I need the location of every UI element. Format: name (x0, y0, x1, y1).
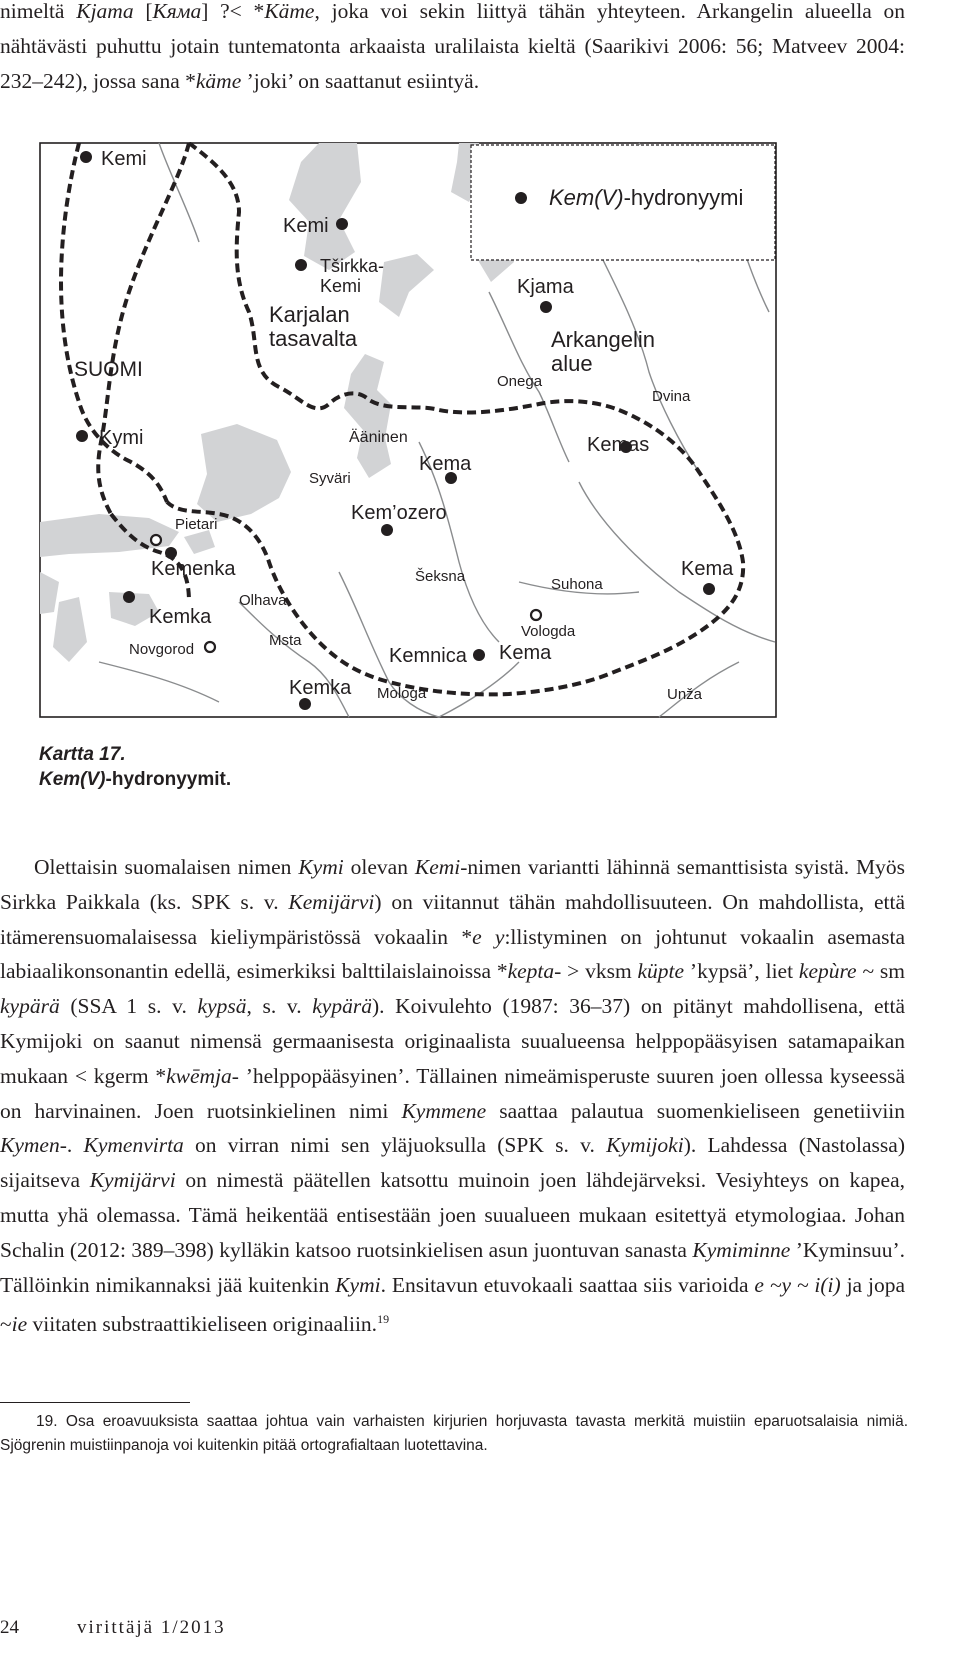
label-suhona: Suhona (551, 576, 603, 593)
label-kemnica: Kemnica (389, 645, 467, 667)
intro-paragraph: nimeltä Kjama [Кяма] ?< *Käme, joka voi sekin liittyä tähän yhteyteen. Arkangelin alueella on nähtävästi puhuttu jotain tuntematonta arkaaista uralilaista kieltä (Saarikivi 2006: 56; Matveev 2004: 232–242), jossa sana *käme ’joki’ on saattanut esiintyä. (0, 0, 905, 93)
label-msta: Msta (269, 632, 302, 649)
journal-name: virittäjä 1/2013 (77, 1617, 226, 1638)
footnote-rule (0, 1402, 190, 1403)
label-mologa: Mologa (377, 685, 427, 702)
caption-title: Kartta 17. (39, 744, 126, 765)
label-suomi: SUOMI (74, 358, 143, 381)
footnote: 19. Osa eroavuuksista saattaa johtua vain varhaisten kirjurien horjuvasta tavasta merkitä muistiin eparuotsalaisia nimiä. Sjögrenin muistiinpanoja voi kuitenkin pitää ortografialtaan luotettavina. (0, 1413, 908, 1454)
label-arkangelin: Arkangelin (551, 327, 655, 352)
label-karjalan: Karjalan (269, 302, 350, 327)
page-number: 24 (0, 1617, 19, 1638)
label-dvina: Dvina (652, 388, 691, 405)
label-alue: alue (551, 351, 593, 376)
label-kema-east: Kema (681, 558, 734, 580)
page-footer (0, 1617, 226, 1639)
caption-subtitle: Kem(V)-hydronyymit. (39, 769, 232, 790)
label-kemas: Kemas (587, 434, 650, 456)
label-kemozero: Kem’ozero (351, 502, 447, 524)
label-tsirkka-kemi: Kemi (320, 276, 362, 296)
label-novgorod: Novgorod (129, 641, 195, 658)
label-kemi-nw: Kemi (101, 148, 147, 170)
label-kemenka: Kemenka (151, 558, 236, 580)
label-tsirkka: Tširkka- (320, 256, 384, 276)
label-kjama: Kjama (517, 276, 574, 298)
label-vologda: Vologda (521, 623, 576, 640)
map-caption (39, 742, 231, 792)
label-kymi: Kymi (99, 427, 144, 449)
label-seksna: Šeksna (415, 568, 466, 585)
label-aaninen: Ääninen (349, 429, 408, 446)
body-paragraph: Olettaisin suomalaisen nimen Kymi olevan Kemi-nimen variantti lähinnä semanttisista syistä. Myös Sirkka Paikkala (ks. SPK s. v. Kemijärvi) on viitannut tähän mahdollisuuteen. On mahdollista, että itämerensuomalaisessa kieliympäristössä vokaalin *e y:llistyminen on johtunut vokaalin asemasta labiaalikonsonantin edellä, esimerkiksi balttilaislainoissa *kepta- > vksm küpte ’kypsä’, liet kepùre ~ sm kypärä (SSA 1 s. v. kypsä, s. v. kypärä). Koivulehto (1987: 36–37) on pitänyt mahdollisena, että Kymijoki on saanut nimensä germaanisesta originaalista suualueensa helppopääsyisen satamapaikan mukaan < kgerm *kwēmja- ’helppopääsyinen’. Tällainen nimeämisperuste suuren joen ollessa kyseessä on harvinainen. Joen ruotsinkielinen nimi Kymmene saattaa palautua suomenkieliseen genetiiviin Kymen-. Kymenvirta on virran nimi sen yläjuoksulla (SPK s. v. Kymijoki). Lahdessa (Nastolassa) sijaitseva Kymijärvi on nimestä päätellen katsottu muinoin joen lähdejärveksi. Vesiyhteys on kapea, mutta yhä olemassa. Tämä heikentää entisestään joen suualueen mukaan esitettyä etymologiaa. Johan Schalin (2012: 389–398) kylläkin katsoo ruotsinkielisen asun juontuvan sanasta Kymiminne ’Kyminsuu’. Tällöinkin nimikannaksi jää kuitenkin Kymi. Ensitavun etuvokaali saattaa siis varioida e ~y ~ i(i) ja jopa ~ie viitaten substraattikieliseen originaaliin.$^{19}$ (0, 855, 906, 1337)
label-kemka-w: Kemka (149, 606, 212, 628)
label-unza: Unža (667, 686, 703, 703)
label-kema-vologda: Kema (499, 642, 552, 664)
label-kemka-s: Kemka (289, 677, 352, 699)
label-tasavalta: tasavalta (269, 326, 358, 351)
label-kema-lake: Kema (419, 453, 472, 475)
label-syvari: Syväri (309, 470, 351, 487)
label-onega: Onega (497, 373, 543, 390)
hydronym-map (39, 142, 777, 718)
label-kemi-center: Kemi (283, 215, 329, 237)
label-olhava: Olhava (239, 592, 287, 609)
legend-label: Kem(V)-hydronyymi (549, 185, 744, 210)
label-pietari: Pietari (175, 516, 218, 533)
